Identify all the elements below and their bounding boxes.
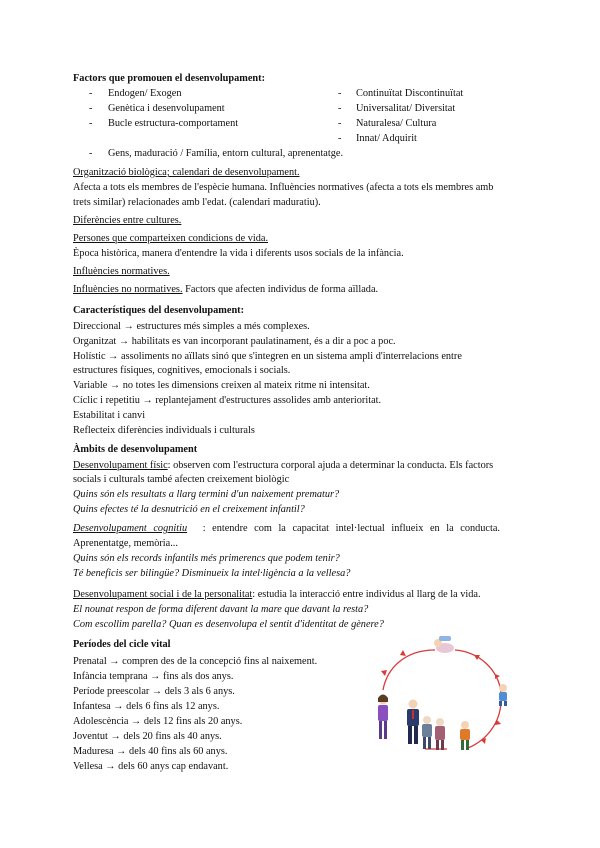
periode-line-2: Infància temprana → fins als dos anys.: [73, 671, 234, 682]
periode-line-7: Maduresa → dels 40 fins als 60 anys.: [73, 746, 228, 757]
elderly-figure-icon: [422, 716, 445, 750]
factor-left-3: Bucle estructura-comportament: [108, 118, 239, 129]
cognitiu-line-1: [73, 522, 500, 535]
child-figure-icon: [499, 684, 507, 706]
fisic-line-2: socials i culturals també afecten creixement biològic: [73, 474, 290, 485]
social-label: Desenvolupament social i de la personalitat: [73, 589, 253, 600]
bullet-dash: -: [338, 118, 342, 129]
baby-figure-icon: [434, 636, 454, 653]
social-text: : estudia la interacció entre individus al llarg de la vida.: [252, 589, 481, 600]
caract-heading: Característiques del desenvolupament:: [73, 305, 245, 316]
ambits-heading: Àmbits de desenvolupament: [73, 444, 198, 455]
org-heading: Organització biològica; calendari de desenvolupament.: [73, 167, 300, 178]
org-line-1: Afecta a tots els membres de l'espècie humana. Influències normatives (afecta a tots els membres amb: [73, 182, 494, 193]
caract-line-5: Variable → no totes les dimensions creixen al mateix ritme ni intensitat.: [73, 380, 370, 391]
question-3: Quins són els records infantils més primerencs que podem tenir?: [73, 553, 340, 564]
caract-line-7: Estabilitat i canvi: [73, 410, 146, 421]
factor-left-1: Endogen/ Exogen: [108, 88, 182, 99]
influencies-no-normatives-text: Factors que afecten individus de forma aïllada.: [182, 284, 379, 295]
periode-line-6: Joventut → dels 20 fins als 40 anys.: [73, 731, 222, 742]
woman-figure-icon: [378, 695, 388, 740]
cognitiu-line-2: Aprenentatge, memòria...: [73, 538, 178, 549]
life-cycle-illustration: [365, 628, 515, 758]
question-6: Com escollim parella? Quan es desenvolupa el sentit d'identitat de gènere?: [73, 619, 384, 630]
cognitiu-label: Desenvolupament cognitiu: [73, 523, 188, 534]
caract-line-8: Reflecteix diferències individuals i culturals: [73, 425, 255, 436]
bullet-dash: -: [89, 103, 93, 114]
arrowhead-icon: [400, 650, 406, 656]
factor-right-2: Universalitat/ Diversitat: [356, 103, 456, 114]
question-4: Té beneficis ser bilingüe? Disminueix la intel·ligència a la vellesa?: [73, 568, 351, 579]
question-1: Quins són els resultats a llarg termini d'un naixement prematur?: [73, 489, 340, 500]
periode-line-8: Vellesa → dels 60 anys cap endavant.: [73, 761, 229, 772]
factor-extra: Gens, maduració / Família, entorn cultural, aprenentatge.: [108, 148, 344, 159]
bullet-dash: -: [89, 88, 93, 99]
caract-line-6: Cíclic i repetitiu → replantejament d'estructures assolides amb anterioritat.: [73, 395, 382, 406]
fisic-text: : observen com l'estructura corporal ajuda a determinar la conducta. Els factors: [167, 460, 494, 471]
epoca-historica: Època històrica, manera d'entendre la vida i diferents usos socials de la infància.: [73, 248, 404, 259]
factor-right-1: Continuïtat Discontinuïtat: [356, 88, 464, 99]
periode-line-1: Prenatal → compren des de la concepció fins al naixement.: [73, 656, 318, 667]
cycle-arc-left-top: [383, 650, 435, 690]
influencies-no-normatives: [73, 283, 378, 296]
bullet-dash: -: [89, 118, 93, 129]
fisic-label: Desenvolupament físic: [73, 460, 168, 471]
factors-heading: Factors que promouen el desenvolupament:: [73, 73, 266, 84]
caract-line-2: Organitzat → habilitats es van incorporant paulatinament, és a dir a poc a poc.: [73, 336, 396, 347]
diferencies-cultures: Diferències entre cultures.: [73, 215, 182, 226]
periode-line-5: Adolescència → dels 12 fins als 20 anys.: [73, 716, 243, 727]
periode-line-3: Període preescolar → dels 3 als 6 anys.: [73, 686, 235, 697]
bullet-dash: -: [338, 103, 342, 114]
factor-left-2: Genètica i desenvolupament: [108, 103, 225, 114]
persones-condicions: Persones que comparteixen condicions de vida.: [73, 233, 269, 244]
man-figure-icon: [407, 700, 419, 745]
bullet-dash: -: [89, 148, 93, 159]
influencies-no-normatives-label: Influències no normatives.: [73, 284, 183, 295]
org-line-2: trets similar) relacionades amb l'edat. (calendari maduratiu).: [73, 197, 321, 208]
caract-line-1: Direccional → estructures més simples a més complexes.: [73, 321, 310, 332]
arrowhead-icon: [381, 670, 387, 676]
influencies-normatives: Influències normatives.: [73, 266, 170, 277]
periode-line-4: Infantesa → dels 6 fins als 12 anys.: [73, 701, 220, 712]
question-2: Quins efectes té la desnutrició en el creixement infantil?: [73, 504, 305, 515]
caract-line-3: Holístic → assoliments no aïllats sinó que s'integren en un sistema ampli d'interrelacions entre: [73, 351, 462, 362]
caract-line-4: estructures físiques, cognitives, emocionals i socials.: [73, 365, 291, 376]
factor-right-3: Naturalesa/ Cultura: [356, 118, 437, 129]
bullet-dash: -: [338, 133, 342, 144]
factor-right-4: Innat/ Adquirit: [356, 133, 417, 144]
periodes-heading: Períodes del cicle vital: [73, 639, 171, 650]
cognitiu-text: : entendre com la capacitat intel·lectual influeix en la conducta.: [202, 523, 500, 534]
teen-figure-icon: [460, 721, 470, 750]
question-5: El nounat respon de forma diferent davant la mare que davant la resta?: [73, 604, 369, 615]
fisic-line-1: [73, 459, 493, 472]
social-line-1: [73, 588, 481, 601]
bullet-dash: -: [338, 88, 342, 99]
